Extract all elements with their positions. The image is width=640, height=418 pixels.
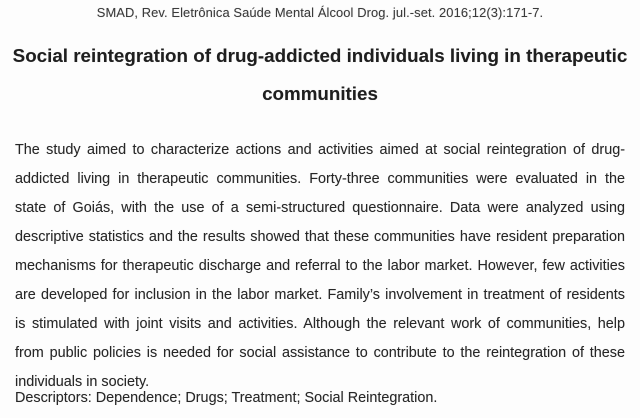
abstract-line: is stimulated with joint visits and activities. Although the relevant work of communities, help <box>15 316 625 332</box>
abstract-line: are developed for inclusion in the labor market. Family’s involvement in treatment of residents <box>15 287 625 303</box>
abstract-line: descriptive statistics and the results showed that these communities have resident preparation <box>15 229 625 245</box>
article-title-line-1: Social reintegration of drug-addicted individuals living in therapeutic <box>12 45 628 66</box>
abstract-line: mechanisms for therapeutic discharge and referral to the labor market. However, few activities <box>15 258 625 274</box>
abstract-line: addicted living in therapeutic communities. Forty-three communities were evaluated in the <box>15 171 625 187</box>
article-title <box>0 37 640 113</box>
abstract-line: state of Goiás, with the use of a semi-structured questionnaire. Data were analyzed using <box>15 200 625 216</box>
abstract-line: The study aimed to characterize actions and activities aimed at social reintegration of drug- <box>15 142 625 158</box>
abstract-line: individuals in society. <box>15 374 150 390</box>
abstract-paragraph <box>15 136 625 397</box>
abstract-line: from public policies is needed for social assistance to contribute to the reintegration of these <box>15 345 625 361</box>
article-title-line-2: communities <box>262 83 378 104</box>
journal-citation-header: SMAD, Rev. Eletrônica Saúde Mental Álcool Drog. jul.-set. 2016;12(3):171-7. <box>96 5 544 20</box>
descriptors-line: Descriptors: Dependence; Drugs; Treatment; Social Reintegration. <box>15 390 438 406</box>
